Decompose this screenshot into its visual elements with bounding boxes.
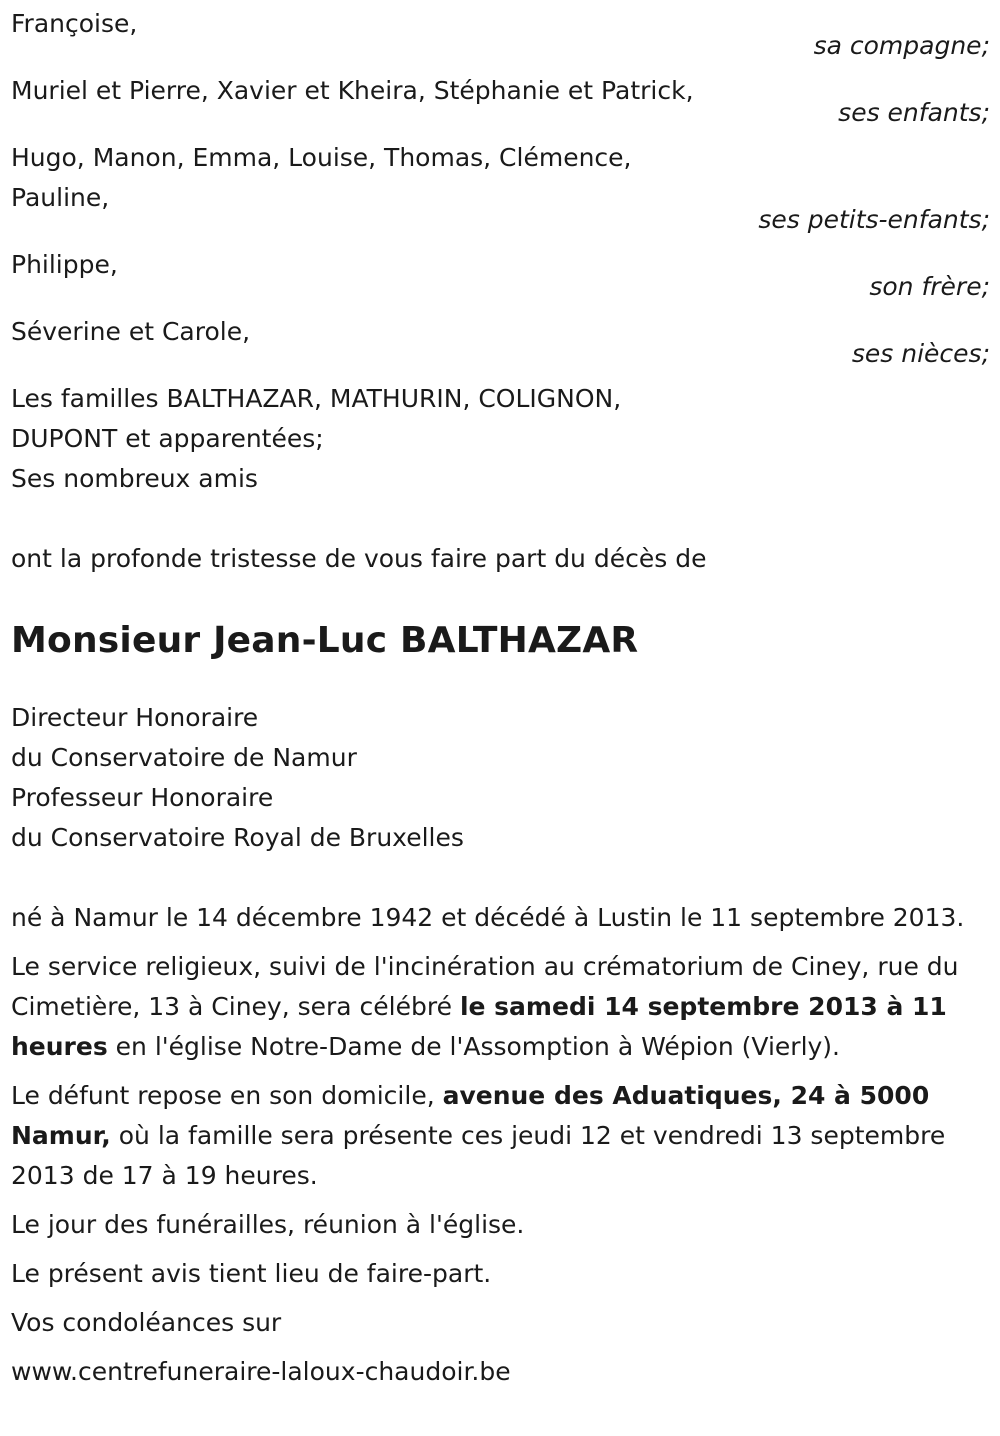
friends-line: Ses nombreux amis [11, 464, 258, 493]
family-names: Pauline, [11, 183, 110, 212]
family-role: ses petits-enfants; [758, 205, 990, 234]
service-info [11, 947, 990, 1067]
family-names: Muriel et Pierre, Xavier et Kheira, Stéphanie et Patrick, [11, 76, 694, 105]
condolences-label: Vos condoléances sur [11, 1308, 282, 1337]
honorary-titles [11, 698, 990, 858]
extended-families [11, 379, 990, 499]
website-link[interactable]: www.centrefuneraire-laloux-chaudoir.be [11, 1357, 511, 1386]
title-line: Directeur Honoraire [11, 703, 259, 732]
family-grandchildren [11, 138, 990, 240]
rest-info [11, 1076, 990, 1196]
family-names: Séverine et Carole, [11, 317, 251, 346]
rest-address: avenue des Aduatiques, 24 à 5000 Namur, [11, 1081, 930, 1150]
notice-note: Le présent avis tient lieu de faire-part. [11, 1259, 492, 1288]
funeral-day-note: Le jour des funérailles, réunion à l'église. [11, 1210, 525, 1239]
family-names: Françoise, [11, 9, 138, 38]
family-role: ses enfants; [838, 98, 990, 127]
families-line: DUPONT et apparentées; [11, 424, 324, 453]
family-role: son frère; [869, 272, 990, 301]
families-line: Les familles BALTHAZAR, MATHURIN, COLIGNON, [11, 384, 622, 413]
family-children [11, 71, 990, 133]
deceased-name: Monsieur Jean-Luc BALTHAZAR [11, 620, 639, 661]
title-line: du Conservatoire Royal de Bruxelles [11, 823, 464, 852]
family-nieces [11, 312, 990, 374]
birth-death-dates: né à Namur le 14 décembre 1942 et décédé à Lustin le 11 septembre 2013. [11, 903, 965, 932]
family-companion [11, 4, 990, 66]
family-names: Philippe, [11, 250, 118, 279]
announcement: ont la profonde tristesse de vous faire part du décès de [11, 544, 707, 573]
service-text: Le service religieux, suivi de l'incinération au crématorium de Ciney, rue du Cimetière, 13 à Ciney, sera célébré [11, 952, 959, 1021]
title-line: Professeur Honoraire [11, 783, 274, 812]
family-role: sa compagne; [813, 31, 990, 60]
service-location: en l'église Notre-Dame de l'Assomption à Wépion (Vierly). [107, 1032, 841, 1061]
family-names: Hugo, Manon, Emma, Louise, Thomas, Clémence, [11, 143, 632, 172]
title-line: du Conservatoire de Namur [11, 743, 357, 772]
rest-text: Le défunt repose en son domicile, [11, 1081, 443, 1110]
death-notice [11, 4, 990, 1392]
rest-visiting-hours: où la famille sera présente ces jeudi 12 et vendredi 13 septembre 2013 de 17 à 19 heures. [11, 1121, 946, 1190]
service-date: le samedi 14 septembre 2013 à 11 heures [11, 992, 947, 1061]
family-brother [11, 245, 990, 307]
family-role: ses nièces; [851, 339, 990, 368]
